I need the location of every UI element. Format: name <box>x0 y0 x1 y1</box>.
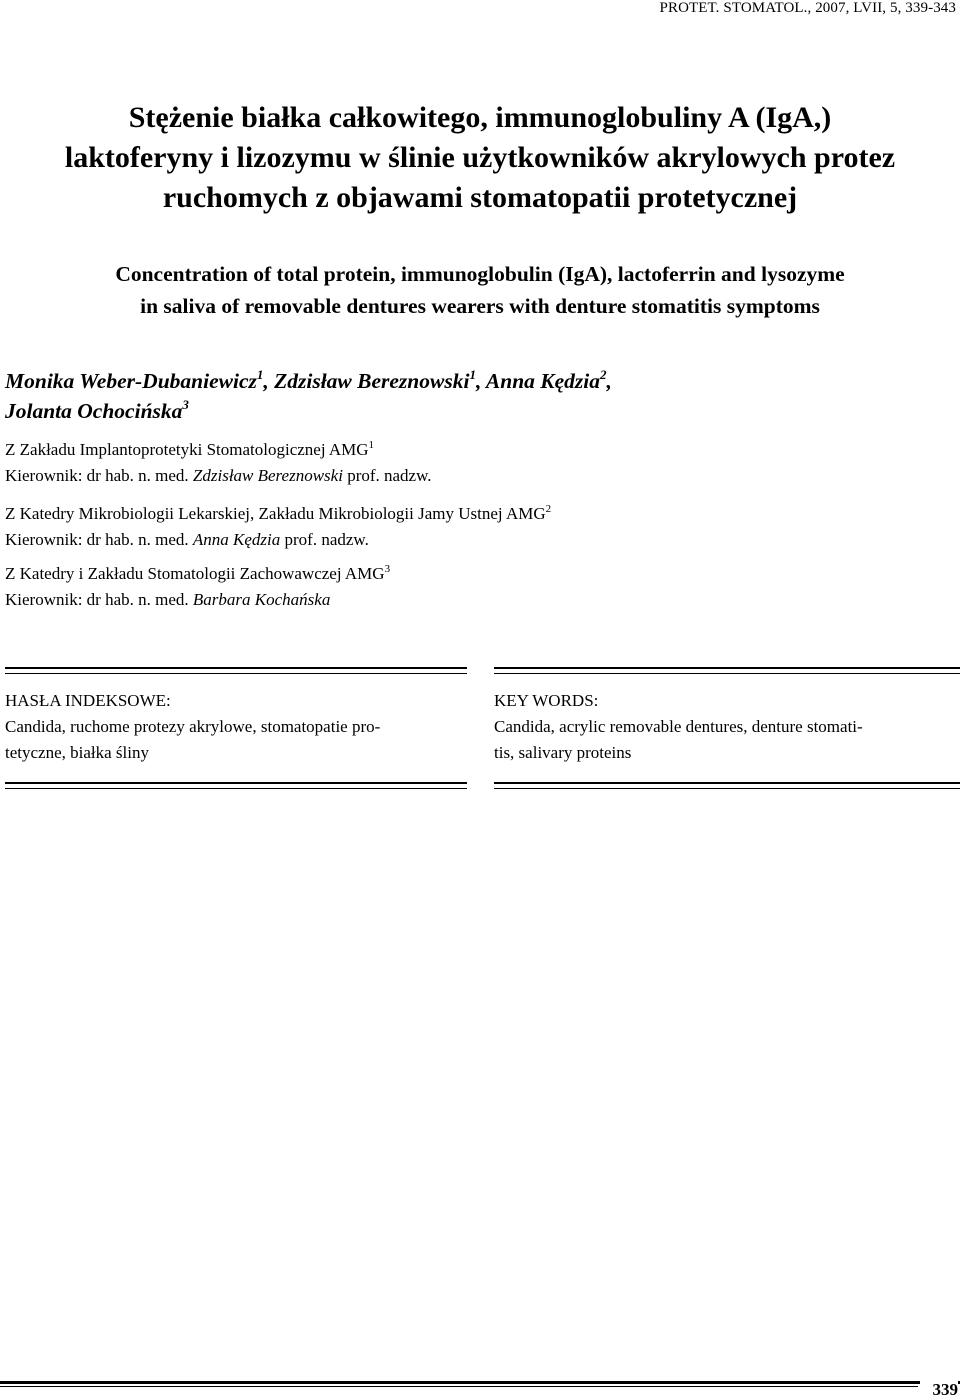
title-polish-line: ruchomych z objawami stomatopatii protetycznej <box>162 181 798 214</box>
affiliation-unit-text: Z Katedry Mikrobiologii Lekarskiej, Zakładu Mikrobiologii Jamy Ustnej AMG <box>5 504 546 523</box>
affiliation <box>5 437 945 489</box>
affiliation-mark: 3 <box>384 563 391 575</box>
author-affiliation-mark: 1 <box>256 367 264 382</box>
keywords-english-line: Candida, acrylic removable dentures, denture stomati- <box>494 717 863 736</box>
keywords-english <box>494 688 960 766</box>
keywords-polish-line: tetyczne, białka śliny <box>5 743 149 762</box>
title-english-line: in saliva of removable dentures wearers with denture stomatitis symptoms <box>140 294 820 318</box>
footer-rule-thin <box>0 1386 918 1387</box>
author-list <box>5 366 945 426</box>
author-name: Zdzisław Bereznowski <box>274 369 470 393</box>
affiliation-head-prefix: Kierownik: dr hab. n. med. <box>5 530 193 549</box>
keywords-en-top-rule <box>494 667 960 674</box>
author-name: Jolanta Ochocińska <box>5 399 183 423</box>
affiliation-unit <box>5 437 945 463</box>
affiliation-head-suffix: prof. nadzw. <box>280 530 369 549</box>
page-number: 339 <box>920 1380 958 1398</box>
author-name: Anna Kędzia <box>485 369 600 393</box>
affiliation <box>5 501 945 553</box>
title-polish-line: laktoferyny i lizozymu w ślinie użytkowników akrylowych protez <box>64 141 896 174</box>
affiliation-head-name: Zdzisław Bereznowski <box>192 466 343 485</box>
affiliation-head-suffix: prof. nadzw. <box>342 466 432 485</box>
keywords-en-bottom-rule <box>494 782 960 789</box>
keywords-polish <box>5 688 467 766</box>
affiliation-head-prefix: Kierownik: dr hab. n. med. <box>5 466 193 485</box>
title-english <box>0 258 960 322</box>
title-polish <box>0 98 960 218</box>
running-head: PROTET. STOMATOL., 2007, LVII, 5, 339-343 <box>659 0 956 16</box>
author-separator: , <box>263 369 275 393</box>
author-list-line <box>5 396 945 426</box>
keywords-english-line: tis, salivary proteins <box>494 743 632 762</box>
affiliation-mark: 2 <box>545 503 552 515</box>
footer-rule <box>0 1381 960 1384</box>
keywords-pl-top-rule <box>5 667 467 674</box>
affiliation-unit <box>5 561 945 587</box>
keywords-polish-line: Candida, ruchome protezy akrylowe, stomatopatie pro- <box>5 717 381 736</box>
title-polish-line: Stężenie białka całkowitego, immunoglobuliny A (IgA,) <box>128 101 832 134</box>
keywords-english-heading: KEY WORDS: <box>494 691 599 710</box>
title-english-line: Concentration of total protein, immunoglobulin (IgA), lactoferrin and lysozyme <box>115 262 845 286</box>
affiliation-head <box>5 587 945 613</box>
author-affiliation-mark: 3 <box>182 397 189 412</box>
author-separator: , <box>475 369 486 393</box>
keywords-pl-bottom-rule <box>5 782 467 789</box>
affiliation-head <box>5 463 945 489</box>
author-separator: , <box>606 369 612 393</box>
affiliation <box>5 561 945 613</box>
affiliation-unit <box>5 501 945 527</box>
keywords-polish-heading: HASŁA INDEKSOWE: <box>5 691 171 710</box>
affiliation-head-name: Anna Kędzia <box>192 530 281 549</box>
author-name: Monika Weber-Dubaniewicz <box>5 369 257 393</box>
affiliation-head-name: Barbara Kochańska <box>192 590 331 609</box>
author-affiliation-mark: 2 <box>600 367 607 382</box>
affiliation-head <box>5 527 945 553</box>
author-affiliation-mark: 1 <box>469 367 476 382</box>
affiliation-unit-text: Z Zakładu Implantoprotetyki Stomatologicznej AMG <box>5 440 369 459</box>
affiliation-mark: 1 <box>368 439 375 451</box>
affiliation-head-prefix: Kierownik: dr hab. n. med. <box>5 590 193 609</box>
author-list-line <box>5 366 945 396</box>
affiliation-unit-text: Z Katedry i Zakładu Stomatologii Zachowawczej AMG <box>5 564 385 583</box>
